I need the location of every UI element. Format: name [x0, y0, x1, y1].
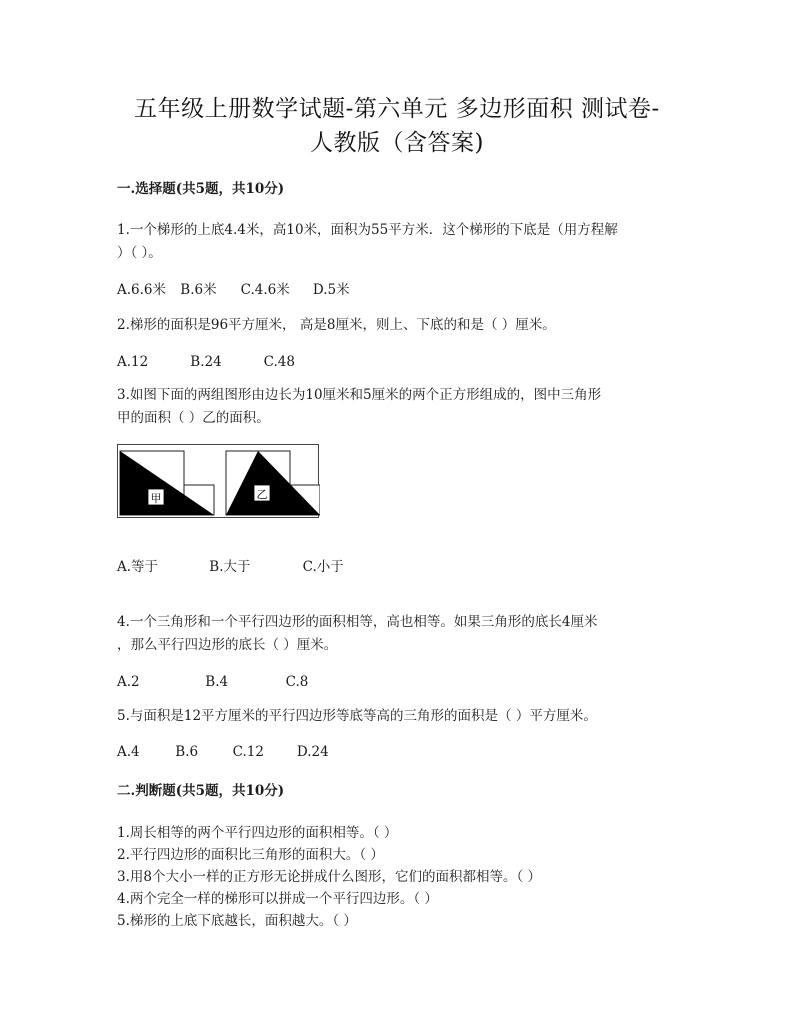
q2-options	[117, 353, 295, 371]
label-jia: 甲	[150, 492, 162, 505]
q3-text-line2: 甲的面积（ ）乙的面积。	[117, 410, 270, 426]
judge-item-3: 3.用8个大小一样的正方形无论拼成什么图形，它们的面积都相等。（ ）	[117, 869, 542, 885]
q4-option-b: B.4	[205, 674, 229, 690]
judge-item-1: 1.周长相等的两个平行四边形的面积相等。（ ）	[117, 825, 398, 841]
q1-text-line1: 1.一个梯形的上底4.4米，高10米，面积为55平方米．这个梯形的下底是（用方程解	[117, 222, 618, 238]
section1-heading: 一.选择题(共5题，共10分)	[117, 181, 285, 197]
q3-figure-drawing	[118, 445, 320, 519]
section2-heading: 二.判断题(共5题，共10分)	[117, 783, 285, 799]
q5-option-d: D.24	[296, 744, 329, 760]
q4-option-c: C.8	[285, 674, 309, 690]
q1-option-b: B.6米	[180, 282, 217, 298]
q5-option-a: A.4	[117, 744, 140, 760]
q5-text: 5.与面积是12平方厘米的平行四边形等底等高的三角形的面积是（ ）平方厘米。	[117, 708, 597, 724]
q3-figure	[117, 444, 319, 518]
q4-option-a: A.2	[117, 674, 140, 690]
q1-option-a: A.6.6米	[117, 282, 167, 298]
label-yi: 乙	[256, 488, 268, 501]
q4-options	[117, 673, 308, 691]
q2-option-c: C.48	[263, 354, 295, 370]
q4-text-line2: ，那么平行四边形的底长（ ）厘米。	[117, 637, 338, 653]
q3-option-c: C.小于	[302, 559, 344, 575]
q4-text-line1: 4.一个三角形和一个平行四边形的面积相等，高也相等。如果三角形的底长4厘米	[117, 614, 598, 630]
q3-options	[117, 558, 344, 576]
q2-text: 2.梯形的面积是96平方厘米， 高是8厘米，则上、下底的和是（ ）厘米。	[117, 317, 556, 333]
document-title-line2: 人教版（含答案)	[310, 130, 484, 156]
q3-option-b: B.大于	[209, 559, 251, 575]
q1-text-line2: ）（ ）。	[117, 245, 162, 261]
q1-options	[117, 281, 350, 299]
q5-option-b: B.6	[175, 744, 199, 760]
q5-option-c: C.12	[232, 744, 264, 760]
q1-option-d: D.5米	[312, 282, 350, 298]
document-title-line1: 五年级上册数学试题-第六单元 多边形面积 测试卷-	[134, 96, 660, 122]
judge-item-5: 5.梯形的上底下底越长，面积越大。（ ）	[117, 913, 357, 929]
q3-option-a: A.等于	[117, 559, 159, 575]
judge-item-4: 4.两个完全一样的梯形可以拼成一个平行四边形。（ ）	[117, 891, 438, 907]
q2-option-b: B.24	[190, 354, 222, 370]
q1-option-c: C.4.6米	[240, 282, 290, 298]
judge-item-2: 2.平行四边形的面积比三角形的面积大。（ ）	[117, 847, 384, 863]
q5-options	[117, 743, 329, 761]
q3-text-line1: 3.如图下面的两组图形由边长为10厘米和5厘米的两个正方形组成的，图中三角形	[117, 387, 602, 403]
q2-option-a: A.12	[117, 354, 149, 370]
